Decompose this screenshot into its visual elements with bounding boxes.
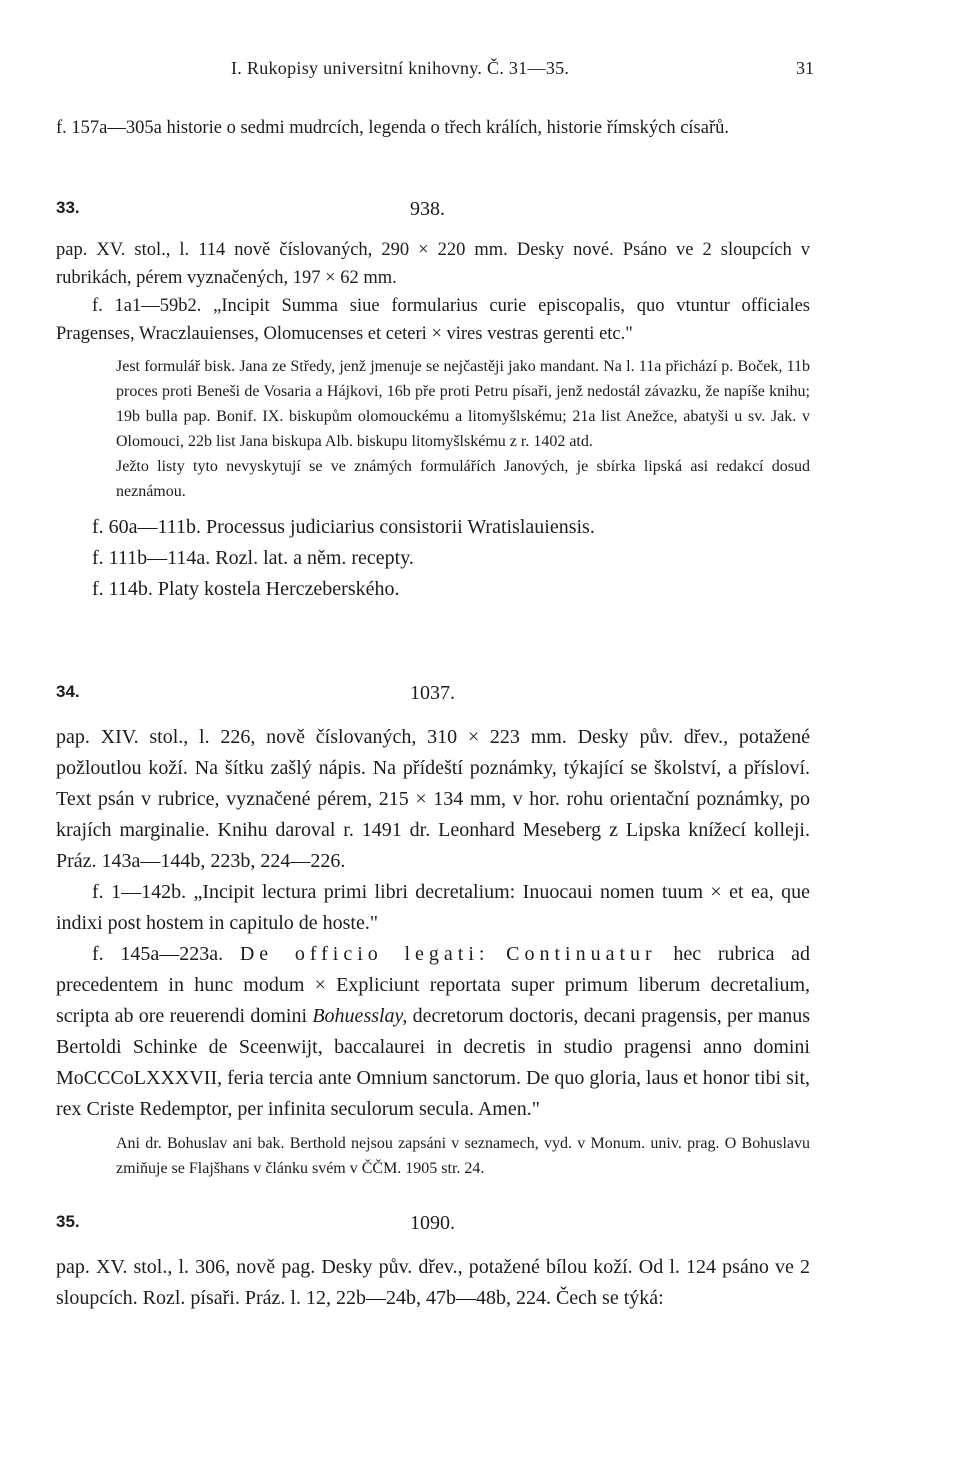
- folio-line: f. 111b—114a. Rozl. lat. a něm. recepty.: [92, 547, 414, 569]
- entry-description: pap. XIV. stol., l. 226, nově číslovaných, 310 × 223 mm. Desky pův. dřev., potažené požloutlou koží. Na šítku zašlý nápis. Na přídeští poznámky, týkající se školství, a přísloví. Text psán v rubrice, vyznačené pérem, 215 × 134 mm, v hor. rohu orientační poznámky, po krajích marginalie. Knihu daroval r. 1491 dr. Leonhard Meseberg z Lipska knížecí kolleji. Práz. 143a—144b, 223b, 224—226.: [56, 726, 810, 872]
- entry-heading: [56, 682, 810, 712]
- folio-line: f. 114b. Platy kostela Herczeberského.: [92, 578, 400, 600]
- page-number: 31: [796, 58, 814, 78]
- incipit-paragraph: f. 1—142b. „Incipit lectura primi libri decretalium: Inuocaui nomen tuum × et ea, que indixi post hostem in capitulo de hoste.": [56, 881, 810, 934]
- explicit-text-continued: decretorum doctoris, decani pragensis, per manus Bertoldi Schinke de Sceenwijt, baccalaurei in decretis in studio pragensi anno domini MoCCCoLXXXVII, feria tercia ante Omnium sanctorum. De quo gloria, laus et honor tibi sit, rex Criste Redemptor, per infinita seculorum secula. Amen.": [56, 1005, 811, 1120]
- note-paragraph: Jest formulář bisk. Jana ze Středy, jenž jmenuje se nejčastěji jako mandant. Na l. 11a přichází p. Boček, 11b proces proti Beneši de Vosaria a Hájkovi, 16b pře proti Petru písaři, jenž nedostál závazku, že napíše knihu; 19b bulla pap. Bonif. IX. biskupům olomouckému a litomyšlskému; 21a list Anežce, abatyši u sv. Jak. v Olomouci, 22b list Jana biskupa Alb. biskupu litomyšlskému z r. 1402 atd.: [116, 358, 810, 450]
- entry-signature: 1090.: [410, 1212, 455, 1234]
- folio-reference: f. 145a—223a.: [92, 943, 224, 965]
- header-title: I. Rukopisy universitní knihovny. Č. 31—35.: [231, 58, 570, 78]
- entry-description: pap. XV. stol., l. 114 nově číslovaných, 290 × 220 mm. Desky nové. Psáno ve 2 sloupcích v rubrikách, pérem vyznačených, 197 × 62 mm.: [56, 240, 810, 288]
- entry-body: [56, 236, 810, 605]
- running-header: [56, 58, 814, 86]
- explicit-paragraph: [56, 939, 810, 1125]
- entry-body: [56, 722, 810, 1181]
- entry-heading: [56, 198, 810, 228]
- entry-body: [56, 1252, 810, 1314]
- author-name: Bohuesslay,: [312, 1005, 408, 1027]
- entry-number: 35.: [56, 1212, 80, 1231]
- entry-number: 33.: [56, 198, 80, 217]
- continuation-block: [56, 114, 810, 142]
- entry-description: pap. XV. stol., l. 306, nově pag. Desky pův. dřev., potažené bílou koží. Od l. 124 psáno ve 2 sloupcích. Rozl. písaři. Práz. l. 12, 22b—24b, 47b—48b, 224. Čech se týká:: [56, 1256, 810, 1309]
- note-paragraph: Ani dr. Bohuslav ani bak. Berthold nejsou zapsáni v seznamech, vyd. v Monum. univ. prag. O Bohuslavu zmiňuje se Flajšhans v článku svém v ČČM. 1905 str. 24.: [116, 1135, 810, 1177]
- rubric-title: De officio legati:: [239, 943, 490, 965]
- entry-number: 34.: [56, 682, 80, 701]
- entry-signature: 1037.: [410, 682, 455, 704]
- incipit-paragraph: f. 1a1—59b2. „Incipit Summa siue formularius curie episcopalis, quo vtuntur officiales Pragenses, Wraczlauienses, Olomucenses et ceteri × vires vestras gerenti etc.": [56, 296, 810, 344]
- note-paragraph: Ježto listy tyto nevyskytují se ve známých formulářích Janových, je sbírka lipská asi redakcí dosud neznámou.: [116, 458, 810, 500]
- folio-line: f. 60a—111b. Processus judiciarius consistorii Wratislauiensis.: [92, 516, 595, 538]
- entry-heading: [56, 1212, 810, 1242]
- continuation-paragraph: f. 157a—305a historie o sedmi mudrcích, legenda o třech králích, historie římských císařů.: [56, 118, 730, 138]
- explicit-text: hec rubrica ad precedentem in hunc modum × Expliciunt reportata super primum liberum decretalium, scripta ab ore reuerendi domini: [56, 943, 811, 1027]
- rubric-word: Continuatur: [506, 943, 657, 965]
- entry-signature: 938.: [410, 198, 445, 220]
